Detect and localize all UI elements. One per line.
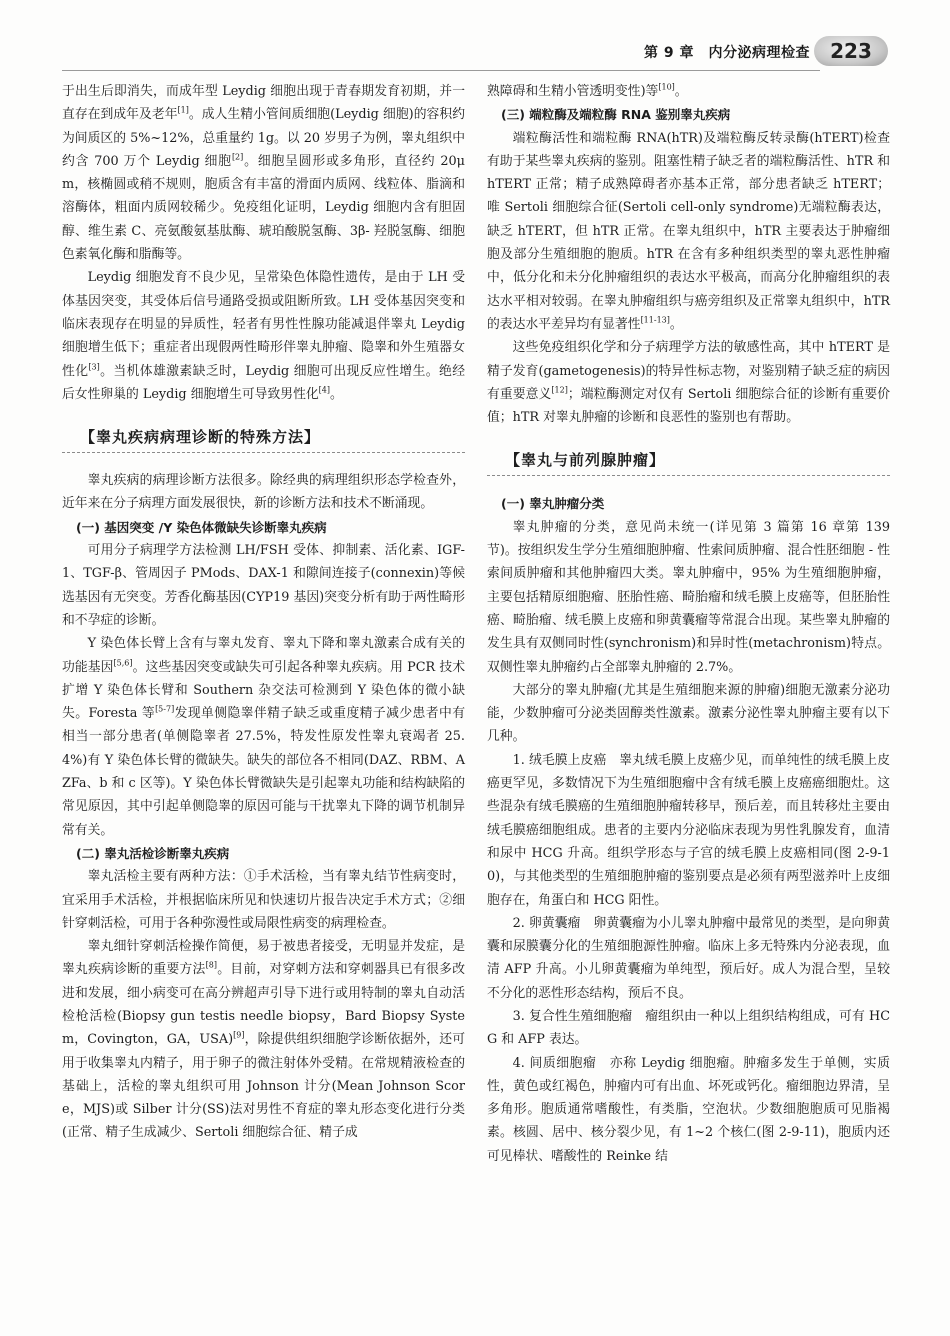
right-column (487, 80, 890, 1168)
paragraph: 可用分子病理学方法检测 LH/FSH 受体、抑制素、活化素、IGF-1、TGF-β、管周因子 PMods、DAX-1 和隙间连接子(connexin)等候选基因有无突变。芳香化酶基因(CYP19 基因)突变分析有助于两性畸形和不孕症的诊断。 (62, 543, 465, 628)
paragraph: Y 染色体长臂上含有与睾丸发育、睾丸下降和睾丸激素合成有关的功能基因[5,6]。这些基因突变或缺失可引起各种睾丸疾病。用 PCR 技术扩增 Y 染色体长臂和 Southern 杂交法可检测到 Y 染色体的微小缺失。Foresta 等[5-7]发现单侧隐睾伴精子缺乏或重度精子减少患者中有相当一部分患者(单侧隐睾者 27.5%，特发性原发性睾丸衰竭者 25.4%)有 Y 染色体长臂的微缺失。缺失的部位各不相同(DAZ、RBM、AZFa、b 和 c 区等)。Y 染色体长臂微缺失是引起睾丸功能和结构缺陷的常见原因，其中引起单侧隐睾的原因可能与干扰睾丸下降的调节机制异常有关。 (62, 636, 465, 838)
paragraph: Leydig 细胞发育不良少见，呈常染色体隐性遗传，是由于 LH 受体基因突变，其受体后信号通路受损或阻断所致。LH 受体基因突变和临床表现存在明显的异质性，轻者有男性性腺功能减退伴睾丸 Leydig 细胞增生低下；重症者出现假两性畸形伴睾丸肿瘤、隐睾和外生殖器女性化[3]。当机体雄激素缺乏时，Leydig 细胞可出现反应性增生。绝经后女性卵巢的 Leydig 细胞增生可导致男性化[4]。 (62, 270, 465, 402)
paragraph: 睾丸肿瘤的分类，意见尚未统一(详见第 3 篇第 16 章第 139 节)。按组织发生学分生殖细胞肿瘤、性索间质肿瘤、混合性胚细胞 - 性索间质肿瘤和其他肿瘤四大类。睾丸肿瘤中，95% 为生殖细胞肿瘤，主要包括精原细胞瘤、胚胎性癌、畸胎瘤和绒毛膜上皮癌等，但胚胎性癌、畸胎瘤、绒毛膜上皮癌和卵黄囊瘤等常混合出现。某些睾丸肿瘤的发生具有双侧同时性(synchronism)和异时性(metachronism)特点。双侧性睾丸肿瘤约占全部睾丸肿瘤的 2.7%。 (487, 519, 890, 675)
paragraph: 这些免疫组织化学和分子病理学方法的敏感性高，其中 hTERT 是精子发育(gametogenesis)的特异性标志物，对鉴别精子缺乏症的病因有重要意义[12]；端粒酶测定对仅有 Sertoli 细胞综合征的诊断有重要价值；hTR 对睾丸肿瘤的诊断和良恶性的鉴别也有帮助。 (487, 340, 891, 426)
paragraph: 睾丸细针穿刺活检操作简便，易于被患者接受，无明显并发症，是睾丸疾病诊断的重要方法[8]。目前，对穿刺方法和穿刺器具已有很多改进和发展，细小病变可在高分辨超声引导下进行或用特制的睾丸自动活检枪活检(Biopsy gun testis needle biopsy，Bard Biopsy System，Covington，GA，USA)[9]，除提供组织细胞学诊断依据外，还可用于收集睾丸内精子，用于卵子的微注射体外受精。在常规精液检查的基础上，活检的睾丸组织可用 Johnson 计分(Mean Johnson Score，MJS)或 Silber 计分(SS)法对男性不育症的睾丸形态变化进行分类(正常、精子生成减少、Sertoli 细胞综合征、精子成 (62, 939, 466, 1141)
citation: [10] (658, 82, 675, 92)
paragraph: 1. 绒毛膜上皮癌 睾丸绒毛膜上皮癌少见，而单纯性的绒毛膜上皮癌更罕见，多数情况下为生殖细胞瘤中含有绒毛膜上皮癌癌细胞灶。这些混杂有绒毛膜癌的生殖细胞肿瘤转移早，预后差，而且转移灶主要由绒毛膜癌细胞组成。患者的主要内分泌临床表现为男性乳腺发育，血清和尿中 HCG 升高。组织学形态与子宫的绒毛膜上皮癌相同(图 2-9-10)，与其他类型的生殖细胞肿瘤的鉴别要点是必须有两型滋养叶上皮细胞存在，角蛋白和 HCG 阳性。 (487, 752, 890, 908)
paragraph: 于出生后即消失，而成年型 Leydig 细胞出现于青春期发育初期，并一直存在到成年及老年[1]。成人生精小管间质细胞(Leydig 细胞)的容积约为间质区的 5%~12%，总重量约 1g。以 20 岁男子为例，睾丸组织中约含 700 万个 Leydig 细胞[2]。细胞呈圆形或多角形，直径约 20μm，核椭圆或稍不规则，胞质含有丰富的滑面内质网、线粒体、脂滴和溶酶体，粗面内质网较稀少。免疫组化证明，Leydig 细胞内含有胆固醇、维生素 C、亮氨酸氨基肽酶、琥珀酸脱氢酶、3β- 羟脱氢酶、细胞色素氧化酶和脂酶等。 (62, 84, 465, 263)
page-header (0, 34, 950, 74)
page-number: 223 (814, 36, 888, 66)
citation: [3] (88, 362, 100, 372)
paragraph: 睾丸疾病的病理诊断方法很多。除经典的病理组织形态学检查外，近年来在分子病理方面发展很快，新的诊断方法和技术不断涌现。 (62, 473, 465, 512)
left-column (62, 80, 465, 1145)
citation: [5-7] (155, 704, 175, 714)
citation: [2] (231, 152, 244, 162)
citation: [12] (551, 385, 568, 395)
subsection-heading: (二) 睾丸活检诊断睾丸疾病 (76, 845, 230, 861)
paragraph: 大部分的睾丸肿瘤(尤其是生殖细胞来源的肿瘤)细胞无激素分泌功能，少数肿瘤可分泌类固醇类性激素。激素分泌性睾丸肿瘤主要有以下几种。 (487, 682, 890, 745)
paragraph: 睾丸活检主要有两种方法：①手术活检，当有睾丸结节性病变时，宜采用手术活检，并根据临床所见和快速切片报告决定手术方式；②细针穿刺活检，可用于各种弥漫性或局限性病变的病理检查。 (62, 869, 465, 931)
citation: [5,6] (113, 658, 133, 668)
citation: [11-13] (640, 315, 670, 325)
section-title: 【睾丸与前列腺肿瘤】 (487, 445, 890, 476)
citation: [1] (177, 106, 189, 116)
paragraph: 3. 复合性生殖细胞瘤 瘤组织由一种以上组织结构组成，可有 HCG 和 AFP 表达。 (487, 1008, 890, 1048)
header-rule (62, 70, 820, 71)
chapter-title: 第 9 章 内分泌病理检查 (644, 45, 810, 61)
citation: [9] (233, 1031, 245, 1041)
paragraph: 熟障碍和生精小管透明变性)等[10]。 (487, 82, 688, 99)
paragraph: 端粒酶活性和端粒酶 RNA(hTR)及端粒酶反转录酶(hTERT)检查有助于某些睾丸疾病的鉴别。阻塞性精子缺乏者的端粒酶活性、hTR 和 hTERT 正常；精子成熟障碍者亦基本正常，部分患者缺乏 hTERT；唯 Sertoli 细胞综合征(Sertoli cell-only syndrome)无端粒酶表达，缺乏 hTERT，但 hTR 正常。在睾丸组织中，hTR 主要表达于肿瘤细胞及部分生殖细胞的胞质。hTR 在含有多种组织类型的睾丸恶性肿瘤中，低分化和未分化肿瘤组织的表达水平极高，而高分化肿瘤组织的表达水平相对较弱。在睾丸肿瘤组织与癌旁组织及正常睾丸组织中，hTR 的表达水平差异均有显著性[11-13]。 (487, 130, 890, 332)
citation: [8] (205, 961, 217, 971)
section-title: 【睾丸疾病病理诊断的特殊方法】 (62, 422, 465, 453)
citation: [4] (318, 385, 331, 395)
paragraph: 4. 间质细胞瘤 亦称 Leydig 细胞瘤。肿瘤多发生于单侧，实质性，黄色或红褐色，肿瘤内可有出血、坏死或钙化。瘤细胞边界清，呈多角形。胞质通常嗜酸性，有类脂，空泡状。少数细胞胞质可见脂褐素。核圆、居中、核分裂少见，有 1~2 个核仁(图 2-9-11)，胞质内还可见棒状、嗜酸性的 Reinke 结 (487, 1055, 890, 1164)
subsection-heading: (一) 基因突变 /Y 染色体微缺失诊断睾丸疾病 (76, 519, 327, 535)
subsection-heading: (一) 睾丸肿瘤分类 (501, 496, 605, 512)
subsection-heading: (三) 端粒酶及端粒酶 RNA 鉴别睾丸疾病 (501, 107, 731, 123)
paragraph: 2. 卵黄囊瘤 卵黄囊瘤为小儿睾丸肿瘤中最常见的类型，是向卵黄囊和尿膜囊分化的生殖细胞源性肿瘤。临床上多无特殊内分泌表现，血清 AFP 升高。小儿卵黄囊瘤为单纯型，预后好。成人为混合型，呈较不分化的恶性形态结构，预后不良。 (487, 915, 890, 1001)
